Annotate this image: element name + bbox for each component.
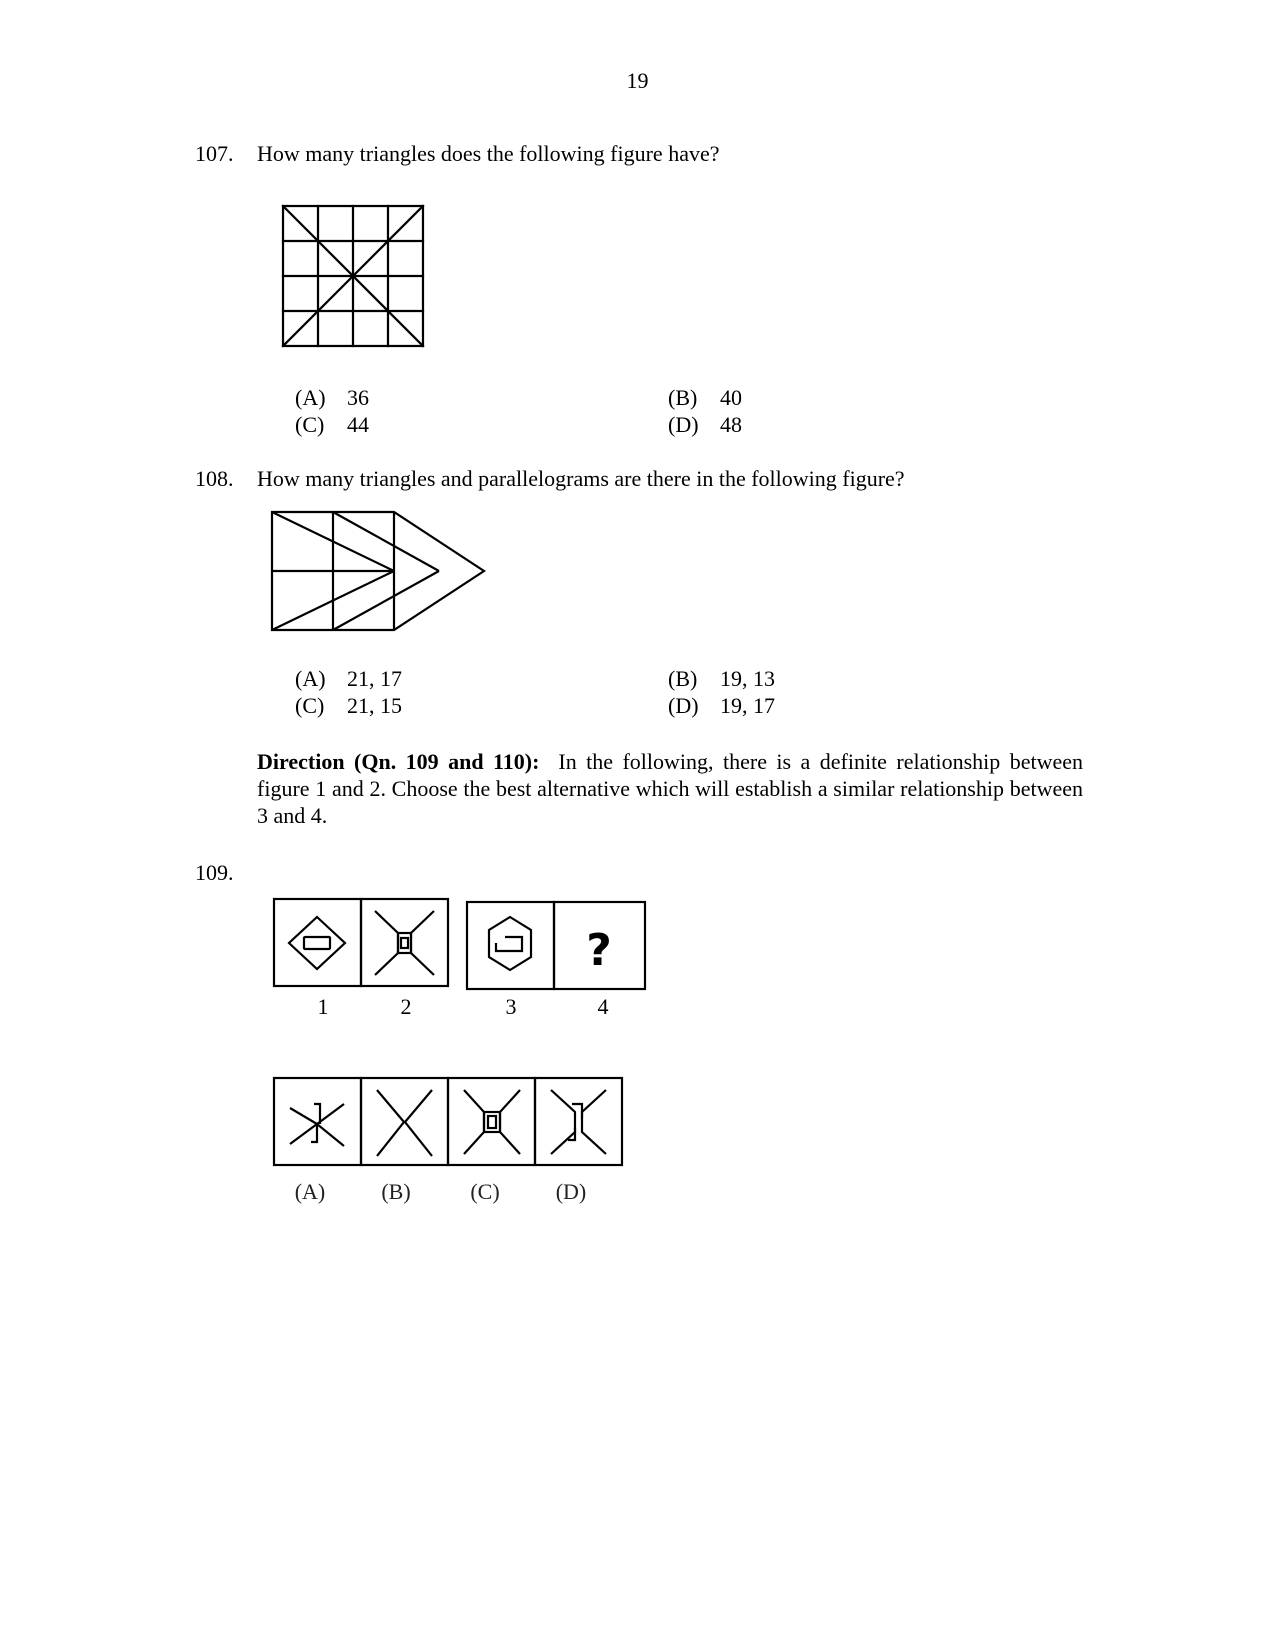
direction-paragraph — [257, 748, 1083, 829]
option-label: (D) — [668, 412, 699, 437]
option-value: 21, 15 — [347, 693, 402, 718]
question-107-text: How many triangles does the following figure have? — [257, 141, 720, 166]
figure-label-3: 3 — [505, 994, 517, 1019]
q108-option-a[interactable] — [295, 666, 402, 692]
q107-option-b[interactable] — [668, 385, 742, 411]
question-109-number: 109. — [195, 860, 234, 885]
q109-problem-figures — [272, 895, 647, 995]
answer-figure-a-box — [274, 1078, 361, 1165]
answer-label-b: (B) — [381, 1179, 411, 1204]
answer-figure-c-box — [448, 1078, 535, 1165]
question-mark: ? — [586, 925, 612, 976]
q107-option-d[interactable] — [668, 412, 742, 438]
option-value: 36 — [347, 385, 369, 410]
option-label: (A) — [295, 666, 326, 691]
figure-label-4: 4 — [597, 994, 609, 1019]
figure-label-1: 1 — [317, 994, 329, 1019]
inner-rectangle — [304, 937, 330, 949]
option-value: 40 — [720, 385, 742, 410]
question-108-text: How many triangles and parallelograms are there in the following figure? — [257, 466, 905, 491]
answer-figure-d-box — [535, 1078, 622, 1165]
direction-text: In the following, there is a definite relationship between figure 1 and 2. Choose the best alternative which will establish a similar relationship between 3 and 4. — [257, 749, 1084, 828]
option-value: 48 — [720, 412, 742, 437]
option-value: 19, 17 — [720, 693, 775, 718]
question-107-number: 107. — [195, 141, 234, 166]
option-value: 19, 13 — [720, 666, 775, 691]
q108-arrow-figure — [270, 510, 490, 634]
option-value: 21, 17 — [347, 666, 402, 691]
question-108-number: 108. — [195, 466, 234, 491]
figure-label-2: 2 — [400, 994, 412, 1019]
problem-figure-2-box — [361, 899, 448, 986]
option-label: (B) — [668, 385, 698, 410]
q109-answer-figures — [272, 1074, 626, 1170]
direction-heading: Direction (Qn. 109 and 110): — [257, 749, 540, 774]
option-label: (B) — [668, 666, 698, 691]
q108-option-c[interactable] — [295, 693, 402, 719]
problem-figure-1-box — [274, 899, 361, 986]
q108-option-d[interactable] — [668, 693, 775, 719]
problem-figure-3-box — [467, 902, 554, 989]
q108-option-b[interactable] — [668, 666, 775, 692]
option-label: (C) — [295, 412, 325, 437]
answer-label-c: (C) — [470, 1179, 500, 1204]
q107-grid-figure — [282, 205, 424, 347]
x-shape — [375, 911, 398, 975]
answer-label-d: (D) — [555, 1179, 587, 1204]
option-value: 44 — [347, 412, 369, 437]
option-label: (D) — [668, 693, 699, 718]
q107-option-a[interactable] — [295, 385, 369, 411]
option-label: (C) — [295, 693, 325, 718]
answer-label-a: (A) — [294, 1179, 326, 1204]
page-number: 19 — [626, 68, 649, 93]
diamond-shape — [289, 917, 345, 969]
option-label: (A) — [295, 385, 326, 410]
hook-shape — [496, 937, 522, 951]
q107-option-c[interactable] — [295, 412, 369, 438]
